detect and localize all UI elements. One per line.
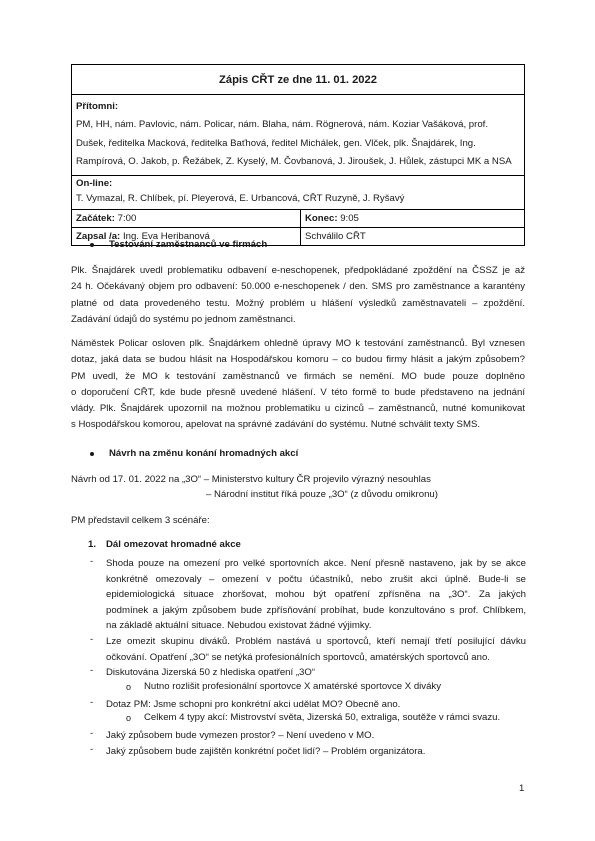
text-line: PM uvedl, že MO k testování zaměstnanců ve firmách se nemění. MO bude pouze doplněno	[71, 370, 525, 382]
text-line: s Hospodářskou komorou, apelovat na správné zadávání do systému. Nutné schválit texty SMS.	[71, 419, 481, 431]
meeting-header-table	[71, 64, 525, 246]
recorded-by: Ing. Eva Heribanová	[122, 230, 210, 242]
text-line: vlády. Plk. Šnajdárek upozornil na možnou problematiku u cizinců – zaměstnanců, nutné komunikovat	[71, 403, 525, 415]
text-line: konkrétně omezovaly – omezení v počtu účastníků, nebo zrušit akci úplně. Bude-li se	[106, 573, 526, 585]
sub-list-item: Celkem 4 typy akcí: Mistrovství světa, Jizerská 50, extraliga, soutěže v rámci svazu.	[144, 712, 501, 723]
scenarios-intro: PM představil celkem 3 scénáře:	[71, 515, 210, 526]
proposal-line: – Národní institut říká pouze „3O“ (z důvodu omikronu)	[206, 489, 438, 500]
list-item	[106, 744, 526, 760]
dash-bullet: -	[90, 744, 94, 755]
dash-bullet: -	[90, 728, 94, 739]
text-line: podmínek a jakým způsobem bude zpřísňování probíhat, bude konzultováno s prof. Chlíbkem,	[106, 604, 526, 616]
end-label: Konec:	[305, 212, 338, 224]
text-line: Plk. Šnajdárek uvedl problematiku odbavení e-neschopenek, předpokládané zpoždění na ČSSZ je až	[71, 265, 525, 276]
text-line: Shoda pouze na omezení pro velké sportovních akce. Není přesně nastaveno, jak by se akce	[106, 558, 526, 569]
section-heading-testing	[90, 239, 267, 250]
bullet-icon	[90, 243, 94, 247]
text-line: Zadávání údajů do systému po jednom zaměstnanci.	[71, 313, 296, 325]
list-item	[106, 665, 526, 681]
end-time: 9:05	[340, 212, 359, 224]
attendees-line: Rampírová, O. Jakob, p. Řežábek, Z. Kyselý, M. Čovbanová, J. Jiroušek, J. Hůlek, zástupci MK a NSA	[76, 156, 512, 168]
attendees-section	[72, 95, 524, 176]
page-number: 1	[519, 783, 525, 794]
section-heading-text: Návrh na změnu konání hromadných akcí	[109, 448, 299, 459]
attendees-line: PM, HH, nám. Pavlovic, nám. Policar, nám. Blaha, nám. Rögnerová, nám. Koziar Vašáková, prof.	[76, 119, 488, 131]
list-item	[106, 556, 526, 634]
list-item	[106, 634, 526, 665]
circle-bullet-icon: o	[126, 682, 132, 692]
text-line: epidemiologická situace zhoršovat, mohou být opatření zpřísněna na „3O“. Za jakých	[106, 589, 526, 601]
start-label: Začátek:	[76, 212, 115, 224]
time-row	[72, 210, 524, 228]
start-time: 7:00	[117, 212, 137, 224]
text-line: Jaký způsobem bude zajištěn konkrétní počet lidí? – Problém organizátora.	[106, 746, 426, 757]
text-line: 24 h. Očekávaný objem pro odbavení: 50.000 e-neschopenek / den. SMS pro zaměstnance a karantény	[71, 281, 525, 293]
list-number: 1.	[88, 539, 97, 550]
text-line: Diskutována Jizerská 50 z hlediska opatření „3O“	[106, 667, 316, 678]
section-heading-text: Testování zaměstnanců ve firmách	[109, 239, 268, 250]
circle-bullet-icon: o	[126, 713, 132, 723]
approved-by: Schválilo CŘT	[305, 230, 366, 242]
text-line: Dotaz PM: Jsme schopni pro konkrétní akci udělat MO? Obecně ano.	[106, 699, 401, 710]
dash-bullet: -	[90, 556, 94, 567]
text-line: Náměstek Policar osloven plk. Šnajdárkem ohledně úpravy MO k testování zaměstnanců. Byl vznesen	[71, 338, 525, 349]
bullet-icon	[90, 452, 94, 456]
paragraph	[71, 263, 525, 328]
document-title: Zápis CŘT ze dne 11. 01. 2022	[72, 65, 524, 95]
section-heading-events	[90, 448, 298, 459]
attendees-label: Přítomni:	[76, 101, 119, 112]
recorded-label: Zapsal /a:	[76, 230, 121, 242]
dash-bullet: -	[90, 634, 94, 645]
online-section	[72, 176, 524, 210]
proposal-line: Návrh od 17. 01. 2022 na „3O“ – Ministerstvo kultury ČR projevilo výrazný nesouhlas	[71, 474, 431, 485]
text-line: dotaz, jaká data se budou hlásit na Hospodářskou komoru – co budou firmy hlásit a jakým způsobem?	[71, 354, 525, 366]
dash-bullet: -	[90, 665, 94, 676]
list-item	[106, 697, 526, 713]
text-line: platné od data provedeného testu. Možný problém u hlášení výsledků zaměstnavateli – zpoždění.	[71, 297, 525, 309]
paragraph	[71, 336, 525, 434]
text-line: očkování. Opatření „3O“ se netýká profesionálních sportovců, amatérských sportovců ano.	[106, 651, 490, 663]
online-label: On-line:	[76, 177, 113, 189]
text-line: o doporučení CŘT, kde bude přesně uvedené hlášení. V této formě to bude představeno na jednání	[71, 386, 525, 398]
attendees-line: Dušek, ředitelka Macková, ředitelka Baťhová, ředitel Michálek, gen. Vlček, plk. Šnajdárek, Ing.	[76, 137, 476, 149]
list-item-title: Dál omezovat hromadné akce	[106, 539, 241, 550]
list-item	[106, 728, 526, 744]
online-attendees: T. Vymazal, R. Chlíbek, pí. Pleyerová, E. Urbancová, CŘT Ruzyně, J. Ryšavý	[76, 193, 405, 205]
sub-list-item: Nutno rozlišit profesionální sportovce X amatérské sportovce X diváky	[144, 681, 442, 692]
text-line: Jaký způsobem bude vymezen prostor? – Není uvedeno v MO.	[106, 730, 375, 741]
text-line: Lze omezit skupinu diváků. Problém nastává u sportovců, kteří nemají třetí posilující dávku	[106, 636, 526, 647]
text-line: na základě aktuální situace. Nebudou existovat žádné výjimky.	[106, 620, 372, 632]
dash-bullet: -	[90, 697, 94, 708]
